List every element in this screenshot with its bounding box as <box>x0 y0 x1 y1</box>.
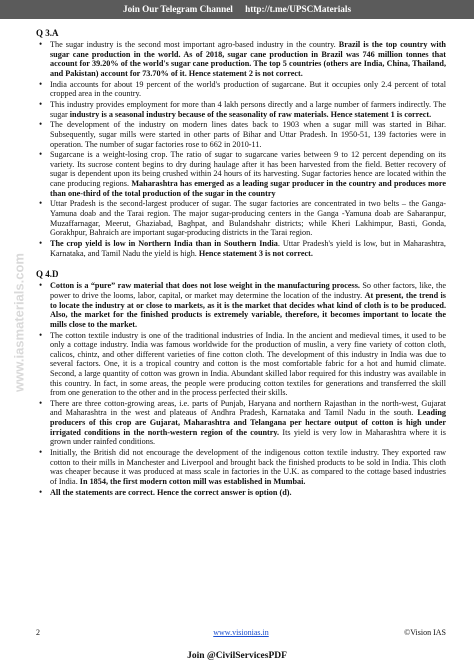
bullet-text-segment: industry is a seasonal industry because of the seasonality of raw materials. Hence statement 1 is correct. <box>69 109 432 119</box>
q3-bullet-item <box>50 120 446 149</box>
bullet-text-segment: India accounts for about 19 percent of the world's production of sugarcane. But it occupies only 2.4 percent of total cropped area in the country. <box>50 79 446 99</box>
q4-bullet-item <box>50 331 446 398</box>
q4-bullet-item <box>50 281 446 329</box>
bullet-text-segment: Leading producers of this crop are Gujarat, Maharashtra and Telangana per hectare output of cotton is high under irrigated conditions in the north-western region of the country. <box>50 408 446 437</box>
bullet-text-segment: The crop yield is low in Northern India than in Southern India <box>50 239 278 248</box>
bullet-text-segment: Maharashtra has emerged as a leading sugar producer in the country and produces more than one-third of the total production of the sugar in the country <box>50 179 447 198</box>
bullet-text-segment: Hence statement 3 is not correct. <box>198 248 313 258</box>
bullet-text-segment: Initially, the British did not encourage the development of the indigenous cotton textile industry. They exported raw cotton to their mills in Manchester and Liverpool and brought back the finished products to be sold in India. This cloth was cheaper because it was produced at mass scale in factories in the U.K. as compared to the cottage based industries of India. <box>50 448 446 486</box>
page-number: 2 <box>36 628 40 637</box>
q3-bullet-item <box>50 239 446 258</box>
q3-bullet-item <box>50 40 446 78</box>
bullet-text-segment: Its yield is very low in Maharashtra where it is grown under rainfed conditions. <box>50 427 446 447</box>
footer-site-link[interactable]: www.visionias.in <box>213 628 269 637</box>
bullet-text-segment: At present, the trend is to locate the industry at or close to markets, as it is the market that decides what kind of cloth is to be produced. Also, the market for the finished products is extremely variable, therefore, it becomes important to locate the mills close to the market. <box>50 290 446 329</box>
watermark-text: www.iasmaterials.com <box>11 253 27 392</box>
bullet-text-segment: As of 2018, sugar cane production in Brazil was 746 million tonnes that account for 39.20% of the world's sugar cane production. The top 5 countries (others are India, China, Thailand, and Pakistan) account for 73.70% of it. Hence statement 2 is not correct. <box>50 49 446 78</box>
telegram-channel-text: Join Our Telegram Channel <box>122 4 233 14</box>
bullet-text-segment: So other factors, like, the power to drive the looms, labor, capital, or market may determine the location of the industry. <box>50 281 447 300</box>
bottom-banner: Join @CivilServicesPDF <box>187 651 287 661</box>
footer-brand: ©Vision IAS <box>404 628 446 637</box>
bullet-text-segment: The development of the industry on modern lines dates back to 1903 when a sugar mill was started in Bihar. Subsequently, sugar mills were started in other parts of Bihar and Uttar Pradesh. In 1950-51, 139 factories were in operation. The number of sugar factories rose to 662 in 2010-11. <box>50 120 446 149</box>
q3-bullet-item <box>50 150 446 198</box>
bullet-text-segment: Cotton is a “pure” raw material that does not lose weight in the manufacturing process. <box>50 281 360 291</box>
bullet-text-segment: This industry provides employment for more than 4 lakh persons directly and a large number of farmers indirectly. The sugar <box>50 99 446 119</box>
q4-bullet-item <box>50 399 446 447</box>
bullet-text-segment: Brazil is the top country with sugar cane production in the world. <box>50 40 446 59</box>
bullet-text-segment: . Uttar Pradesh's yield is low, but in Maharashtra, Karnataka, and Tamil Nadu the yield is high. <box>50 239 446 258</box>
q3-bullet-item <box>50 100 446 119</box>
page-footer <box>36 628 446 640</box>
side-watermark <box>4 215 27 445</box>
q3-bullet-item <box>50 199 446 237</box>
answer-content <box>36 28 446 498</box>
q4-bullet-item <box>50 488 446 498</box>
bullet-text-segment: The sugar industry is the second most important agro-based industry in the country. <box>50 40 339 49</box>
bullet-text-segment: All the statements are correct. Hence the correct answer is option (d). <box>50 487 292 497</box>
bullet-text-segment: Uttar Pradesh is the second-largest producer of sugar. The sugar factories are concentrated in two belts – the Ganga-Yamuna doab and the Tarai region. The major sugar-producing centers in the Ganga -Yamuna doab are Saharanpur, Muzaffarnagar, Meerut, Ghaziabad, Baghpat, and Bulandshahr districts; while Kheri Lakhimpur, Basti, Gonda, Gorakhpur, Bahraich are important sugar-producing districts in the Tarai region. <box>50 199 446 238</box>
q3-list <box>36 40 446 258</box>
q4-heading: Q 4.D <box>36 269 59 280</box>
q4-list <box>36 281 446 497</box>
telegram-link[interactable]: http://t.me/UPSCMaterials <box>245 4 352 14</box>
telegram-banner <box>0 0 474 19</box>
bullet-text-segment: In 1854, the first modern cotton mill was established in Mumbai. <box>79 476 306 486</box>
q3-heading: Q 3.A <box>36 28 59 38</box>
bullet-text-segment: Sugarcane is a weight-losing crop. The ratio of sugar to sugarcane varies between 9 to 12 percent depending on its variety. Its sucrose content begins to dry during haulage after it has been harvested from the field. Better recovery of sugar is dependent upon its being crushed within 24 hours of its harvesting. Sugar factories hence are located within the cane producing regions. <box>50 150 446 189</box>
bullet-text-segment: The cotton textile industry is one of the traditional industries of India. In the ancient and medieval times, it used to be only a cottage industry. India was famous worldwide for the production of muslin, a very fine variety of cotton cloth, calicos, chintz, and other different varieties of fine cotton cloth. The development of this industry in India was due to several factors. One, it is a tropical country and cotton is the most comfortable fabric for a hot and humid climate. Second, a large quantity of cotton was grown in India. Abundant skilled labor required for this industry was available in this country. In fact, in some areas, the people were producing cotton textiles for generations and transferred the skill from one generation to the other and in the process perfected their skills. <box>50 330 446 398</box>
q3-bullet-item <box>50 80 446 99</box>
q4-bullet-item <box>50 448 446 486</box>
bullet-text-segment: There are three cotton-growing areas, i.e. parts of Punjab, Haryana and northern Rajasthan in the north-west, Gujarat and Maharashtra in the west and plateaus of Andhra Pradesh, Karnataka and Tamil Nadu in the south. <box>50 398 446 418</box>
